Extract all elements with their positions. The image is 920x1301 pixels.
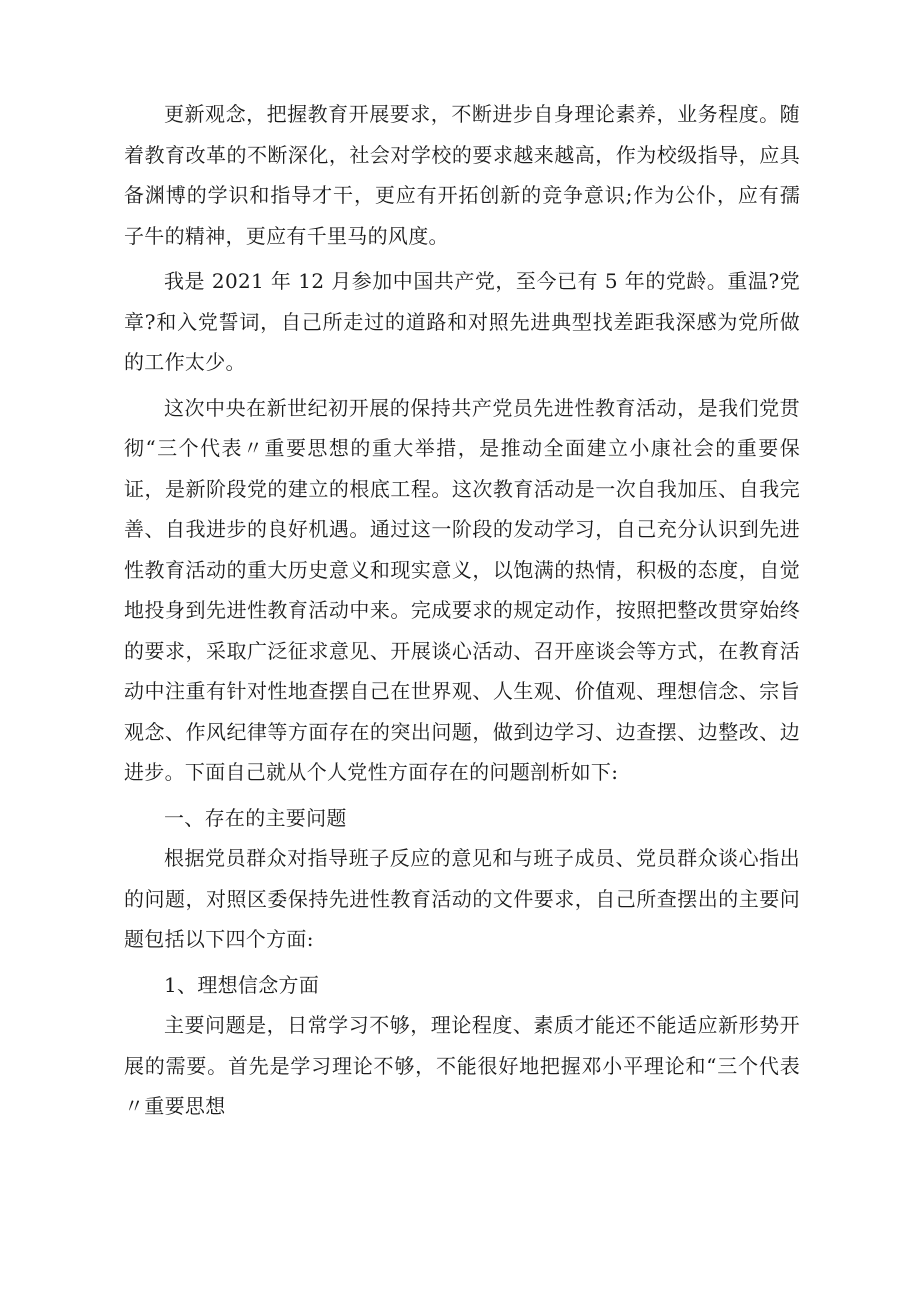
paragraph-problem-sources: 根据党员群众对指导班子反应的意见和与班子成员、党员群众谈心指出的问题，对照区委保持先进性教育活动的文件要求，自己所查摆出的主要问题包括以下四个方面: — [124, 846, 800, 951]
subheading-ideals-beliefs: 1、理想信念方面 — [164, 972, 320, 997]
paragraph-education-activity: 这次中央在新世纪初开展的保持共产党员先进性教育活动，是我们党贯彻“三个代表〃重要思想的重大举措，是推动全面建立小康社会的重要保证，是新阶段党的建立的根底工程。这次教育活动是一次自我加压、自我完善、自我进步的良好机遇。通过这一阶段的发动学习，自己充分认识到先进性教育活动的重大历史意义和现实意义，以饱满的热情，积极的态度，自觉地投身到先进性教育活动中来。完成要求的规定动作，按照把整改贯穿始终的要求，采取广泛征求意见、开展谈心活动、召开座谈会等方式，在教育活动中注重有针对性地查摆自己在世界观、人生观、价值观、理想信念、宗旨观念、作风纪律等方面存在的突出问题，做到边学习、边查摆、边整改、边进步。下面自己就从个人党性方面存在的问题剖析如下: — [124, 395, 800, 784]
paragraph-update-ideas: 更新观念，把握教育开展要求，不断进步自身理论素养，业务程度。随着教育改革的不断深化，社会对学校的要求越来越高，作为校级指导，应具备渊博的学识和指导才干，更应有开拓创新的竞争意识;作为公仆，应有孺子牛的精神，更应有千里马的风度。 — [124, 102, 800, 248]
paragraph-main-problem: 主要问题是，日常学习不够，理论程度、素质才能还不能适应新形势开展的需要。首先是学习理论不够，不能很好地把握邓小平理论和“三个代表〃重要思想 — [124, 1013, 800, 1118]
document-body — [124, 94, 800, 1127]
paragraph-party-age: 我是 2021 年 12 月参加中国共产党，至今已有 5 年的党龄。重温?党章?和入党誓词，自己所走过的道路和对照先进典型找差距我深感为党所做的工作太少。 — [124, 269, 800, 374]
section-heading-main-problems: 一、存在的主要问题 — [164, 805, 347, 830]
